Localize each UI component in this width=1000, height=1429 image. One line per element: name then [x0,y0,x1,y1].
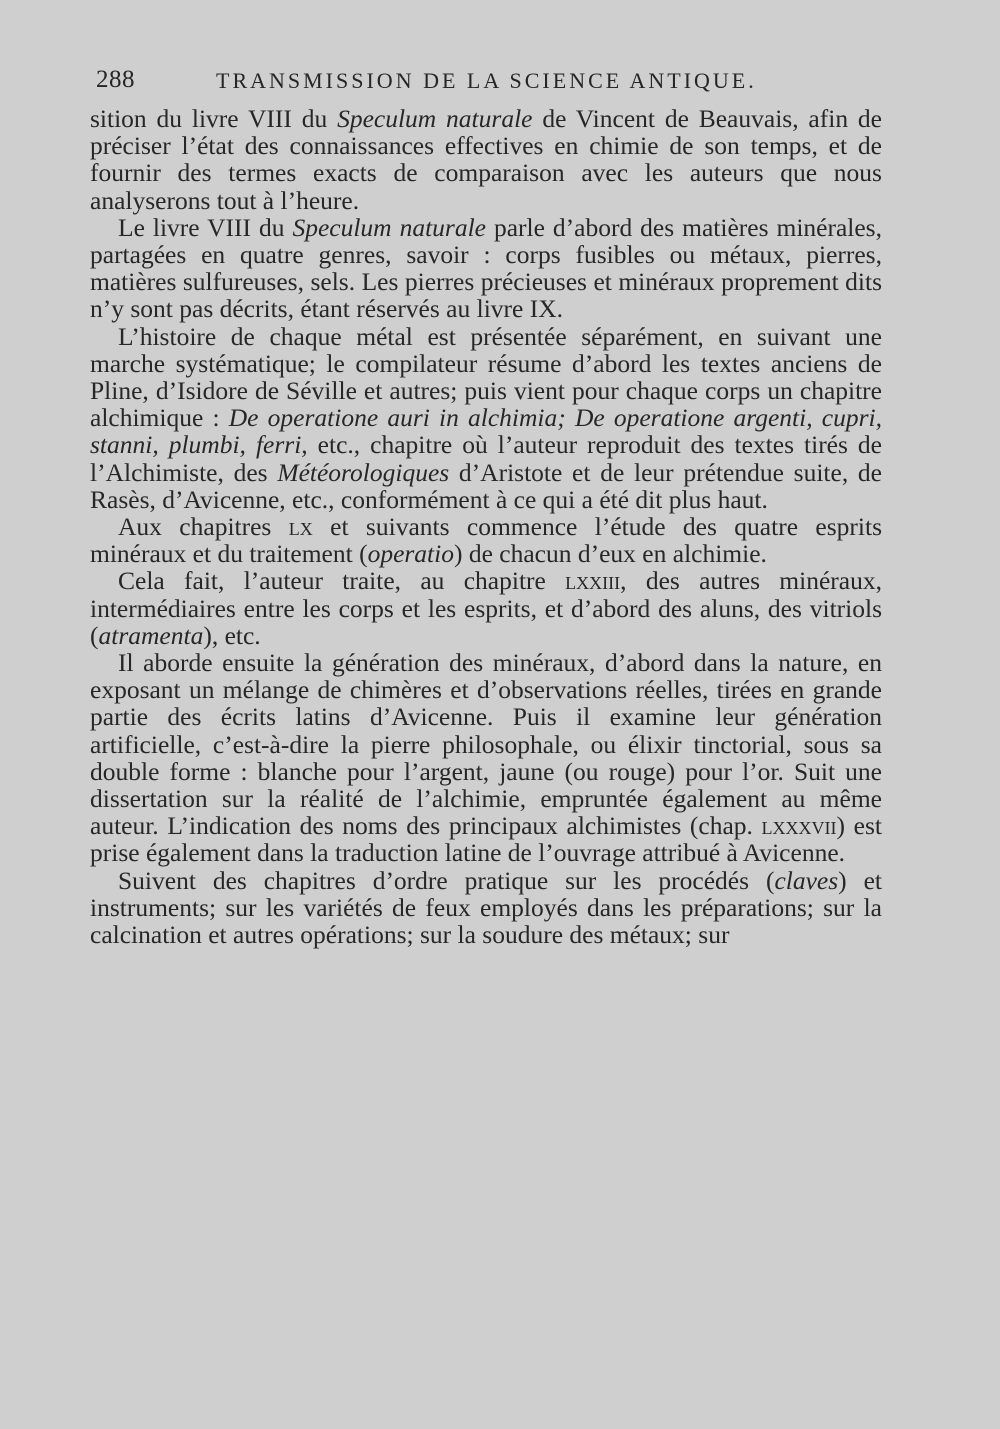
italic-latin-titles: De operatione auri in alchimia; De operatione argenti, cupri, stanni, plumbi, ferri, [90,403,882,460]
italic-title: Speculum naturale [337,104,533,133]
text-run: etc., chapitre où l’auteur reproduit des textes tirés de l’Alchimiste, des [90,430,882,487]
text-run: ) et instruments; sur les variétés de feux employés dans les préparations; sur la calcination et autres opérations; sur la soudure des métaux; sur [90,865,882,950]
paragraph-4 [90,513,882,567]
paragraph-7 [90,867,882,949]
page-number: 288 [96,66,135,93]
text-run: d’Aristote et de leur prétendue suite, de Rasès, d’Avicenne, etc., conformément à ce qui a été dit plus haut. [90,457,882,514]
text-run: ) est prise également dans la traduction latine de l’ouvrage attribué à Avicenne. [90,811,882,868]
text-run: Suivent des chapitres d’ordre pratique sur les procédés ( [118,865,775,895]
text-run: de Vincent de Beauvais, afin de préciser l’état des connaissances effectives en chimie de son temps, et de fournir des termes exacts de comparaison avec les auteurs que nous analyserons tout à l’heure. [90,104,882,215]
text-run: Cela fait, l’auteur traite, au chapitre [118,566,566,596]
text-run: Aux chapitres [118,512,289,542]
chapter-numeral: lx [288,512,313,542]
text-run: Le livre VIII du [118,212,293,242]
chapter-numeral: lxxiii [565,566,621,596]
text-run: L’histoire de chaque métal est présentée séparément, en suivant une marche systématique; le compilateur résume d’abord les textes anciens de Pline, d’Isidore de Séville et autres; puis vient pour chaque corps un chapitre alchimique : [90,321,882,433]
italic-title: Météorologiques [277,457,450,487]
text-run: sition du livre VIII du [90,104,338,133]
text-run: ) de chacun d’eux en alchimie. [453,539,767,569]
text-run: Il aborde ensuite la génération des minéraux, d’abord dans la nature, en exposant un mélange de chimères et d’observations réelles, tirées en grande partie des écrits latins d’Avicenne. Puis il examine leur génération artificielle, c’est-à-dire la pierre philosophale, ou élixir tinctorial, sous sa double forme : blanche pour l’argent, jaune (ou rouge) pour l’or. Suit une dissertation sur la réalité de l’alchimie, empruntée également au même auteur. L’indication des noms des principaux alchimistes (chap. [90,648,882,841]
body-text [90,105,882,948]
text-run: ), etc. [203,620,261,650]
paragraph-2 [90,214,882,323]
text-run: parle d’abord des matières minérales, partagées en quatre genres, savoir : corps fusibles ou métaux, pierres, matières sulfureuses, sels. Les pierres précieuses et minéraux proprement dits n’y sont pas décrits, étant réservés au livre IX. [90,212,882,324]
chapter-numeral: lxxxvii [761,811,837,841]
text-run: , des autres minéraux, intermédiaires entre les corps et les esprits, et d’abord des aluns, des vitriols ( [90,566,882,650]
running-head: TRANSMISSION DE LA SCIENCE ANTIQUE. [216,68,757,93]
paragraph-5 [90,567,882,649]
paragraph-3 [90,323,882,513]
italic-term: operatio [367,539,454,569]
italic-term: claves [774,865,839,895]
paragraph-1 [90,105,882,214]
italic-term: atramenta [98,620,204,650]
text-run: et suivants commence l’étude des quatre esprits minéraux et du traitement ( [90,512,882,569]
italic-title: Speculum naturale [292,212,486,242]
paragraph-6 [90,649,882,867]
